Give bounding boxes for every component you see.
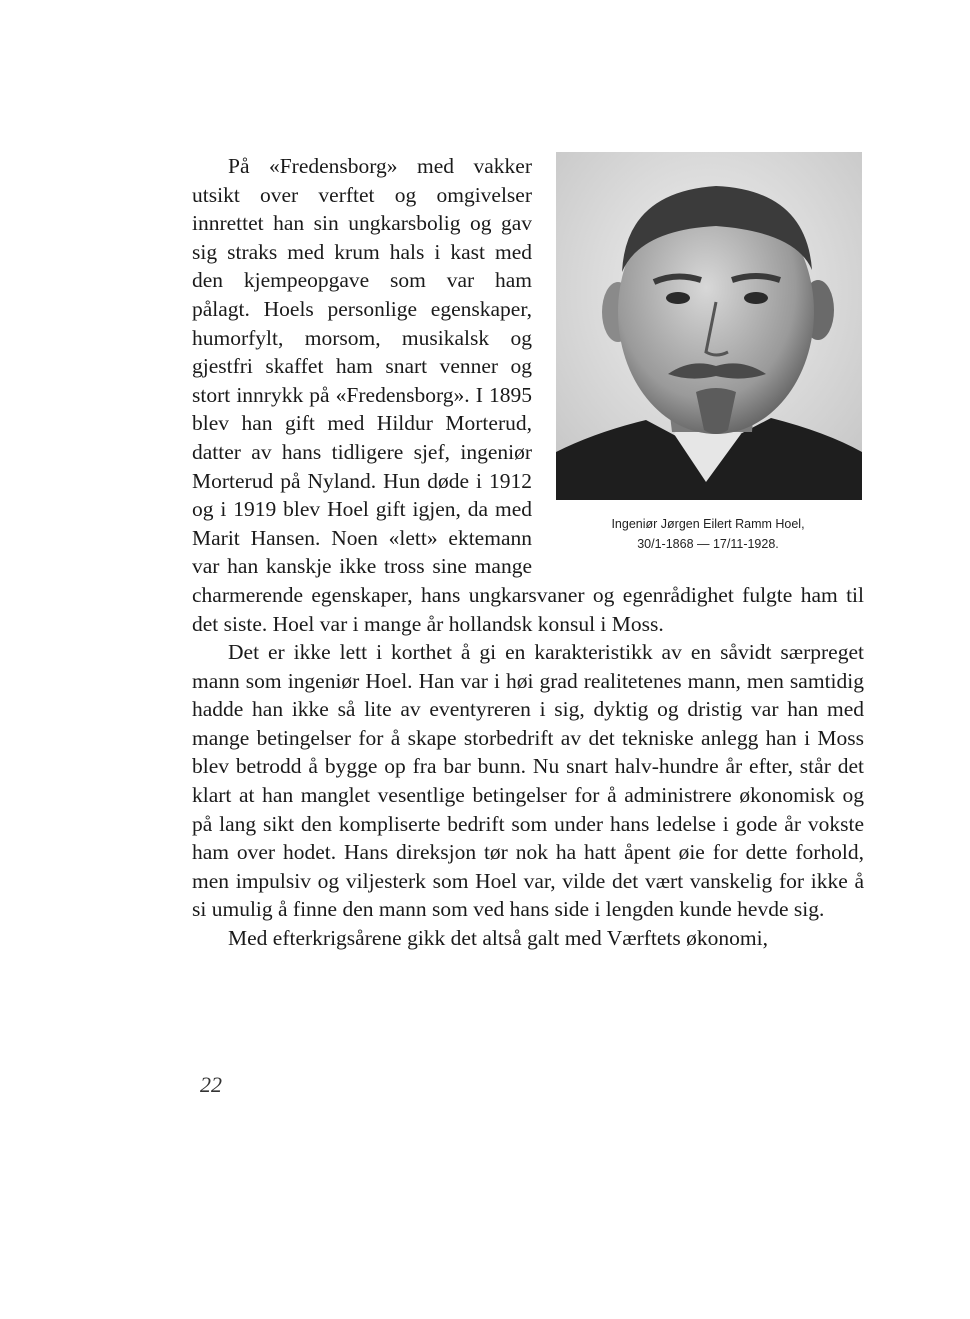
caption-dates: 30/1-1868 — 17/11-1928. [637, 537, 779, 551]
body-text [192, 152, 864, 953]
paragraph: Med efterkrigsårene gikk det altså galt med Værftets økonomi, [228, 926, 768, 951]
figure-caption [552, 514, 864, 554]
portrait-photo [556, 152, 862, 500]
portrait-figure [552, 152, 864, 554]
paragraph: På «Fredensborg» med vakker utsikt over verftet og omgivelser innrettet han sin ungkarsbolig og gav sig straks med krum hals i kast med den kjempeopgave som var ham pålagt. Hoels personlige egenskaper, humorfylt, morsom, musikalsk og gjestfri skaffet ham snart venner og stort innrykk på «Fredensborg». I 1895 blev han gift med Hildur Morterud, datter av hans tidligere sjef, ingeniør Morterud på Nyland. Hun døde i 1912 og i 1919 blev Hoel gift igjen, da med Marit Hansen. Noen «lett» ektemann var han kanskje ikke tross sine mange charmerende egenskaper, hans ungkarsvaner og egenrådighet fulgte ham til det siste. Hoel var i mange år hollandsk konsul i Moss. [192, 154, 864, 636]
caption-name: Ingeniør Jørgen Eilert Ramm Hoel, [611, 517, 805, 531]
paragraph: Det er ikke lett i korthet å gi en karakteristikk av en såvidt særpreget mann som ingeniør Hoel. Han var i høi grad realitetenes mann, men samtidig hadde han ikke så lite av eventyreren i sig, dyktig og dristig var han med mange betingelser for å skape storbedrift av det tekniske anlegg han i Moss blev betrodd å bygge op fra bar bunn. Nu snart halv-hundre år efter, står det klart at han manglet vesentlige betingelser for å administrere økonomisk og på lang sikt den kompliserte bedrift som under hans ledelse i gode år vokste ham over hodet. Hans direksjon tør nok ha hatt åpent øie for dette forhold, men impulsiv og viljesterk som Hoel var, vilde det vært vanskelig for ikke å si umulig å finne den mann som ved hans side i lengden kunde hevde sig. [192, 640, 864, 922]
page-number: 22 [200, 1072, 222, 1097]
